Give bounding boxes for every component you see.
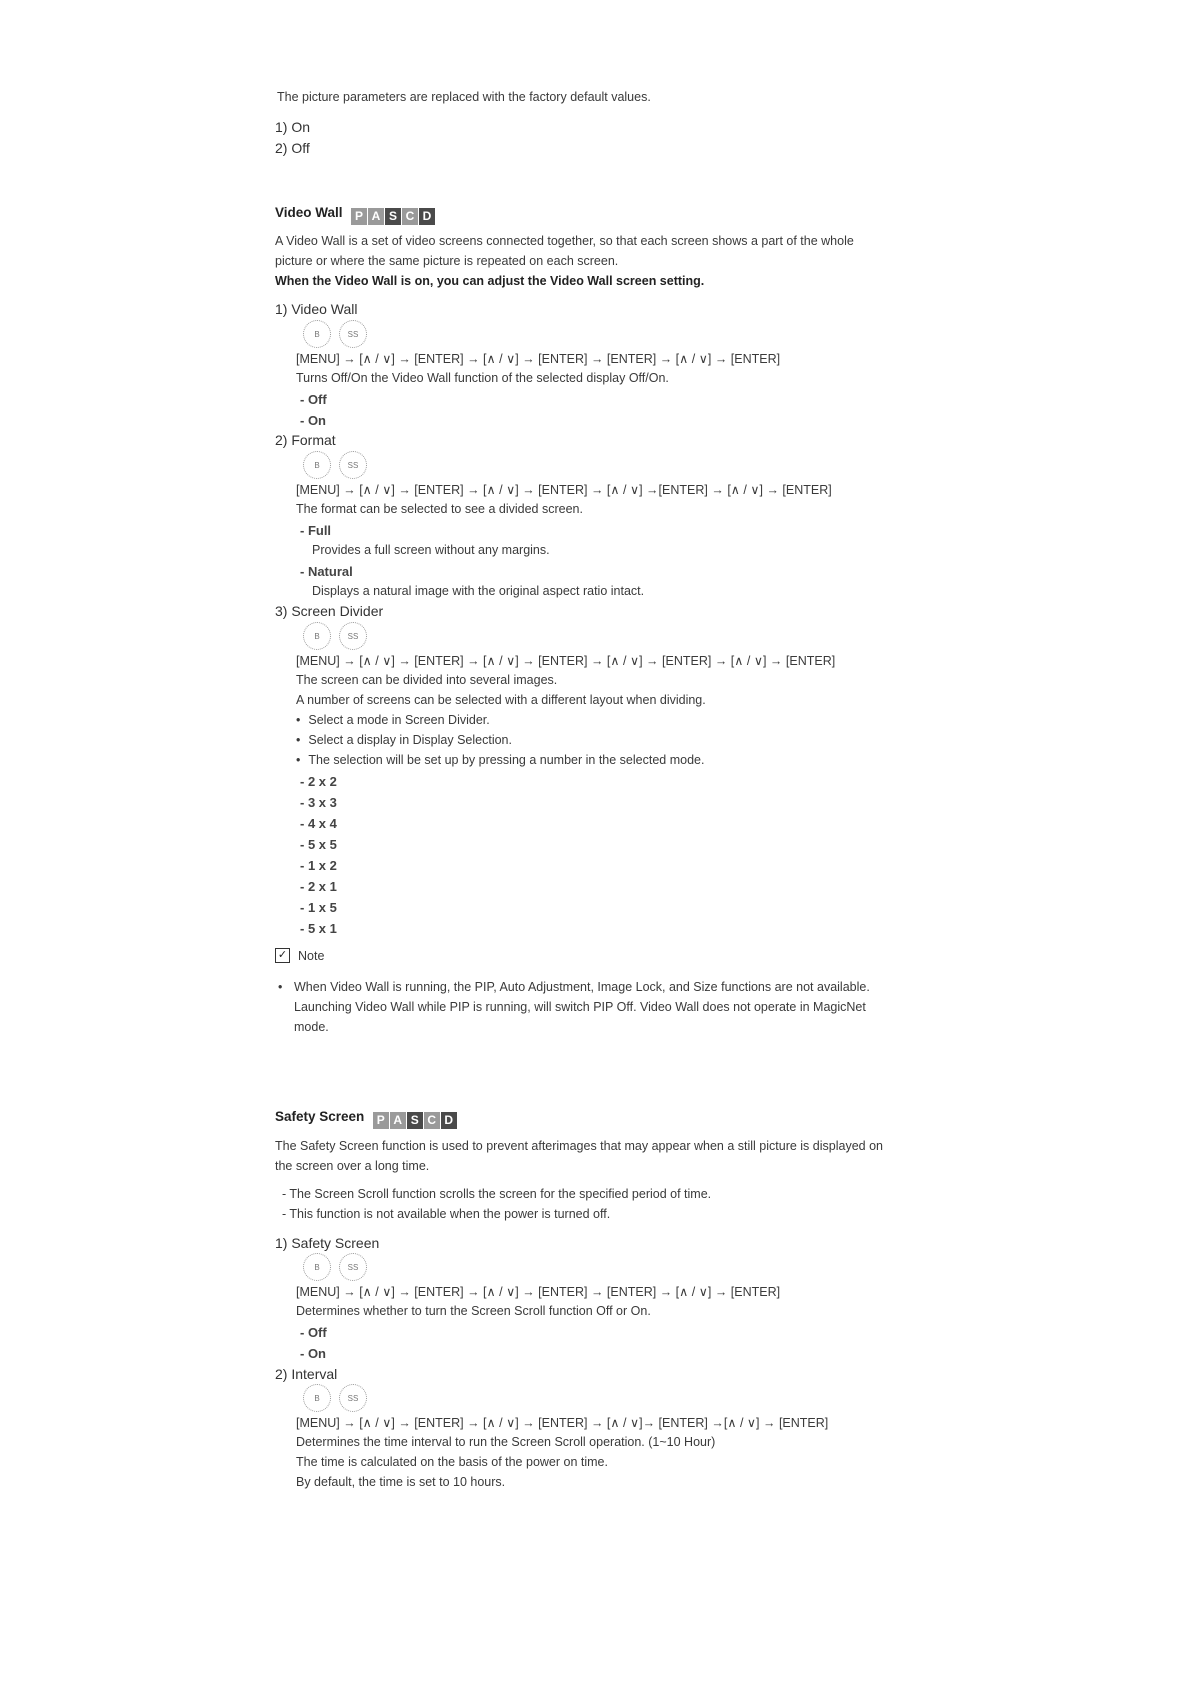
badge-p: P [373,1112,390,1129]
ss-s2-desc-3: By default, the time is set to 10 hours. [296,1475,506,1489]
vw-s3-bullet-1: • Select a mode in Screen Divider. [296,713,490,727]
vw-s2-opt-full: - Full [300,523,332,538]
vw-s2-path: [MENU] → [∧ / ∨] → [ENTER] → [∧ / ∨] → [ENTER] → [∧ / ∨] →[ENTER] → [∧ / ∨] → [ENTER] [296,483,832,497]
note-line-1: When Video Wall is running, the PIP, Auto Adjustment, Image Lock, and Size functions are not available. [294,980,870,994]
vw-s3-path: [MENU] → [∧ / ∨] → [ENTER] → [∧ / ∨] → [ENTER] → [∧ / ∨] → [ENTER] → [∧ / ∨] → [ENTER] [296,654,836,668]
source-icon: SS [339,320,367,348]
ss-s1-desc: Determines whether to turn the Screen Scroll function Off or On. [296,1304,651,1318]
play-icon: B [303,622,331,650]
ss-s2-path: [MENU] → [∧ / ∨] → [ENTER] → [∧ / ∨] → [ENTER] → [∧ / ∨]→ [ENTER] →[∧ / ∨] → [ENTER] [296,1416,829,1430]
video-wall-header [275,204,436,225]
badge-a: A [368,208,385,225]
vw-s2-opt-natural: - Natural [300,564,353,579]
vw-s1-icons [303,320,367,348]
vw-s3-desc-2: A number of screens can be selected with a different layout when dividing. [296,693,706,707]
safety-screen-header [275,1108,458,1129]
intro-option-off: 2) Off [275,140,310,156]
vw-s3-mode: - 5 x 5 [300,837,337,852]
vw-s1-opt-off: - Off [300,392,327,407]
vw-s3-icons [303,622,367,650]
badge-p: P [351,208,368,225]
vw-s3-bullet-3: • The selection will be set up by pressing a number in the selected mode. [296,753,705,767]
vw-s2-icons [303,451,367,479]
play-icon: B [303,1384,331,1412]
safety-dash-1: - The Screen Scroll function scrolls the screen for the specified period of time. [282,1187,712,1201]
source-icon: SS [339,1384,367,1412]
vw-s1-heading: 1) Video Wall [275,301,358,317]
vw-s2-desc: The format can be selected to see a divided screen. [296,502,583,516]
checkbox-icon: ✓ [275,948,290,963]
mode-badge [373,1112,458,1129]
badge-c: C [424,1112,441,1129]
source-icon: SS [339,451,367,479]
vw-s1-desc: Turns Off/On the Video Wall function of the selected display Off/On. [296,371,669,385]
note-bullet: • [278,980,283,994]
ss-s1-heading: 1) Safety Screen [275,1235,380,1251]
vw-s3-desc-1: The screen can be divided into several images. [296,673,558,687]
vw-s2-heading: 2) Format [275,432,336,448]
vw-s3-heading: 3) Screen Divider [275,603,384,619]
safety-dash-2: - This function is not available when the power is turned off. [282,1207,611,1221]
safety-screen-title: Safety Screen [275,1109,365,1124]
intro-text: The picture parameters are replaced with the factory default values. [277,90,651,104]
vw-s3-bullet-2: • Select a display in Display Selection. [296,733,512,747]
vw-s3-mode: - 2 x 2 [300,774,337,789]
play-icon: B [303,451,331,479]
ss-s1-opt-off: - Off [300,1325,327,1340]
ss-s2-icons [303,1384,367,1412]
play-icon: B [303,320,331,348]
note-line-3: mode. [294,1020,329,1034]
vw-s3-mode: - 3 x 3 [300,795,337,810]
mode-badge [351,208,436,225]
safety-desc-1: The Safety Screen function is used to prevent afterimages that may appear when a still picture is displayed on [275,1139,883,1153]
vw-s2-opt-natural-desc: Displays a natural image with the original aspect ratio intact. [312,584,645,598]
video-wall-desc-2: picture or where the same picture is repeated on each screen. [275,254,619,268]
ss-s2-desc-1: Determines the time interval to run the Screen Scroll operation. (1~10 Hour) [296,1435,716,1449]
badge-d: D [441,1112,458,1129]
badge-s: S [385,208,402,225]
ss-s2-heading: 2) Interval [275,1366,338,1382]
play-icon: B [303,1253,331,1281]
note-line-2: Launching Video Wall while PIP is running, will switch PIP Off. Video Wall does not operate in MagicNet [294,1000,866,1014]
note-label: Note [298,948,325,963]
ss-s1-opt-on: - On [300,1346,326,1361]
vw-s3-mode: - 1 x 5 [300,900,337,915]
vw-s3-mode: - 2 x 1 [300,879,337,894]
intro-option-on: 1) On [275,119,311,135]
source-icon: SS [339,1253,367,1281]
vw-s3-mode: - 1 x 2 [300,858,337,873]
badge-c: C [402,208,419,225]
safety-desc-2: the screen over a long time. [275,1159,430,1173]
video-wall-bold-note: When the Video Wall is on, you can adjust the Video Wall screen setting. [275,274,705,288]
ss-s1-icons [303,1253,367,1281]
ss-s1-path: [MENU] → [∧ / ∨] → [ENTER] → [∧ / ∨] → [ENTER] → [ENTER] → [∧ / ∨] → [ENTER] [296,1285,781,1299]
badge-s: S [407,1112,424,1129]
vw-s3-mode: - 5 x 1 [300,921,337,936]
ss-s2-desc-2: The time is calculated on the basis of the power on time. [296,1455,608,1469]
video-wall-title: Video Wall [275,205,343,220]
vw-s3-mode: - 4 x 4 [300,816,337,831]
vw-s1-opt-on: - On [300,413,326,428]
vw-s1-path: [MENU] → [∧ / ∨] → [ENTER] → [∧ / ∨] → [ENTER] → [ENTER] → [∧ / ∨] → [ENTER] [296,352,781,366]
video-wall-desc-1: A Video Wall is a set of video screens connected together, so that each screen shows a part of the whole [275,234,854,248]
note-header [275,948,324,963]
badge-d: D [419,208,436,225]
badge-a: A [390,1112,407,1129]
vw-s2-opt-full-desc: Provides a full screen without any margins. [312,543,550,557]
source-icon: SS [339,622,367,650]
